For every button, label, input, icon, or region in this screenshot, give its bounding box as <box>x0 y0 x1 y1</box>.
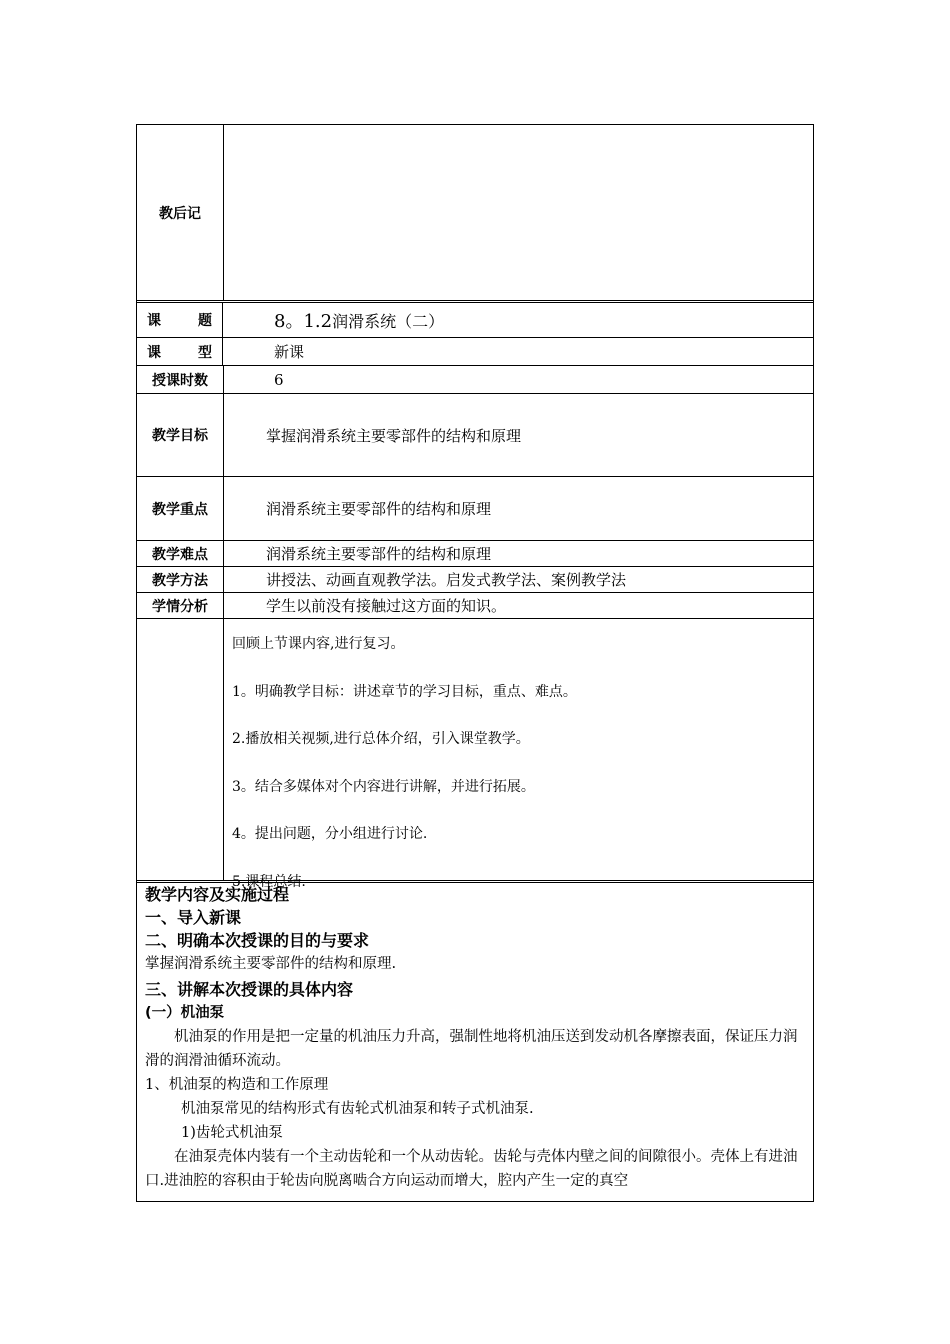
section-content: 三、讲解本次授课的具体内容 <box>145 980 354 999</box>
process-step: 5.课程总结. <box>232 873 306 890</box>
key-row <box>137 477 813 541</box>
hours-value: 6 <box>274 370 284 389</box>
topic-row <box>137 303 813 338</box>
subsection-oil-pump: (一）机油泵 <box>145 1005 225 1021</box>
goal-label: 教学目标 <box>137 394 224 476</box>
method-row <box>137 567 813 593</box>
analysis-row <box>137 593 813 619</box>
hours-label: 授课时数 <box>137 366 224 393</box>
key-value: 润滑系统主要零部件的结构和原理 <box>266 500 492 518</box>
process-step: 2.播放相关视频,进行总体介绍，引入课堂教学。 <box>232 731 530 747</box>
difficulty-value: 润滑系统主要零部件的结构和原理 <box>266 545 492 563</box>
method-value: 讲授法、动画直观教学法。启发式教学法、案例教学法 <box>266 571 627 589</box>
content-heading: 教学内容及实施过程 <box>145 885 290 904</box>
section-goals: 二、明确本次授课的目的与要求 <box>145 931 370 950</box>
teaching-content <box>137 883 813 1193</box>
structure-paragraph: 机油泵常见的结构形式有齿轮式机油泵和转子式机油泵. <box>181 1101 534 1117</box>
topic-label-2: 题 <box>198 313 212 329</box>
process-step: 3。结合多媒体对个内容进行讲解，并进行拓展。 <box>232 778 535 795</box>
type-label-1: 课 <box>147 344 161 361</box>
topic-value <box>224 303 813 337</box>
type-label-2: 型 <box>198 344 212 361</box>
analysis-value: 学生以前没有接触过这方面的知识。 <box>266 597 507 615</box>
difficulty-label: 教学难点 <box>137 541 224 566</box>
reflection-label-text: 教后记 <box>159 205 201 222</box>
topic-label-1: 课 <box>147 313 161 329</box>
reflection-row <box>137 125 813 303</box>
goals-text: 掌握润滑系统主要零部件的结构和原理. <box>145 956 397 972</box>
type-value: 新课 <box>274 343 305 361</box>
analysis-label: 学情分析 <box>137 593 224 618</box>
process-row <box>137 619 813 890</box>
process-step: 4。提出问题，分小组进行讨论. <box>232 826 428 842</box>
reflection-label <box>137 125 224 300</box>
reflection-value <box>224 125 813 300</box>
process-label <box>137 619 224 880</box>
gear-pump-paragraph: 在油泵壳体内装有一个主动齿轮和一个从动齿轮。齿轮与壳体内壁之间的间隙很小。壳体上有进油口.进油腔的容积由于轮齿向脱离啮合方向运动而增大，腔内产生一定的真空 <box>145 1149 798 1189</box>
process-steps <box>232 621 577 906</box>
method-label: 教学方法 <box>137 567 224 592</box>
topic-title: 润滑系统（二） <box>332 311 445 331</box>
goal-value: 掌握润滑系统主要零部件的结构和原理 <box>266 426 522 445</box>
goal-row <box>137 394 813 477</box>
topic-label <box>137 303 223 337</box>
process-step: 回顾上节课内容,进行复习。 <box>232 636 405 652</box>
lesson-plan-table <box>136 124 814 1202</box>
key-label: 教学重点 <box>137 477 224 540</box>
process-step: 1。明确教学目标：讲述章节的学习目标，重点、难点。 <box>232 683 577 700</box>
type-label <box>137 338 223 365</box>
type-row <box>137 338 813 366</box>
section-intro: 一、导入新课 <box>145 908 242 927</box>
oil-pump-paragraph: 机油泵的作用是把一定量的机油压力升高，强制性地将机油压送到发动机各摩擦表面，保证压力润滑的润滑油循环流动。 <box>145 1029 798 1069</box>
item-structure: 1、机油泵的构造和工作原理 <box>145 1077 329 1093</box>
difficulty-row <box>137 541 813 567</box>
hours-row <box>137 366 813 394</box>
item-gear-pump: 1)齿轮式机油泵 <box>181 1125 283 1141</box>
topic-number: 8。1.2 <box>274 311 333 332</box>
